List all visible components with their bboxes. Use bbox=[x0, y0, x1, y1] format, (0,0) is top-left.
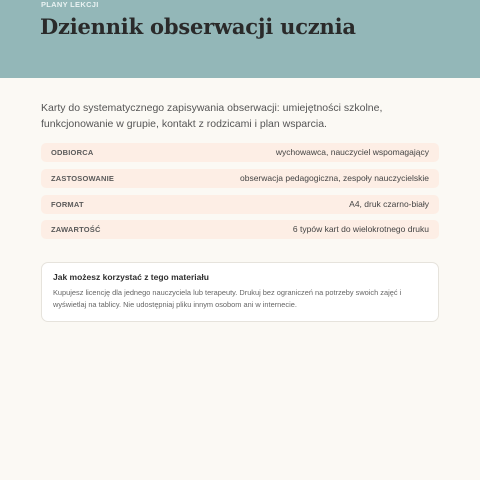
detail-key: ZAWARTOŚĆ bbox=[51, 225, 101, 234]
detail-row-odbiorca bbox=[41, 143, 439, 162]
detail-key: ZASTOSOWANIE bbox=[51, 174, 115, 183]
detail-value: wychowawca, nauczyciel wspomagający bbox=[275, 147, 429, 157]
intro-text: Karty do systematycznego zapisywania obserwacji: umiejętności szkolne, funkcjonowanie w grupie, kontakt z rodzicami i plan wsparcia. bbox=[41, 102, 383, 130]
category-label: PLANY LEKCJI bbox=[41, 0, 99, 9]
detail-value: obserwacja pedagogiczna, zespoły nauczycielskie bbox=[240, 173, 429, 183]
detail-key: FORMAT bbox=[51, 200, 84, 209]
detail-key: ODBIORCA bbox=[51, 148, 94, 157]
detail-row-zawartosc bbox=[41, 220, 439, 239]
header-banner bbox=[0, 0, 480, 78]
detail-value: A4, druk czarno-biały bbox=[349, 199, 429, 209]
license-card bbox=[41, 262, 439, 322]
detail-row-format bbox=[41, 195, 439, 214]
detail-value: 6 typów kart do wielokrotnego druku bbox=[292, 224, 429, 234]
page-title: Dziennik obserwacji ucznia bbox=[40, 14, 356, 39]
detail-row-zastosowanie bbox=[41, 169, 439, 188]
license-title: Jak możesz korzystać z tego materiału bbox=[53, 272, 209, 282]
license-text: Kupujesz licencję dla jednego nauczyciela lub terapeuty. Drukuj bez ograniczeń na potrzeby swoich zajęć i wyświetlaj na tablicy. Nie udostępniaj pliku innym osobom ani w internecie. bbox=[53, 288, 402, 309]
